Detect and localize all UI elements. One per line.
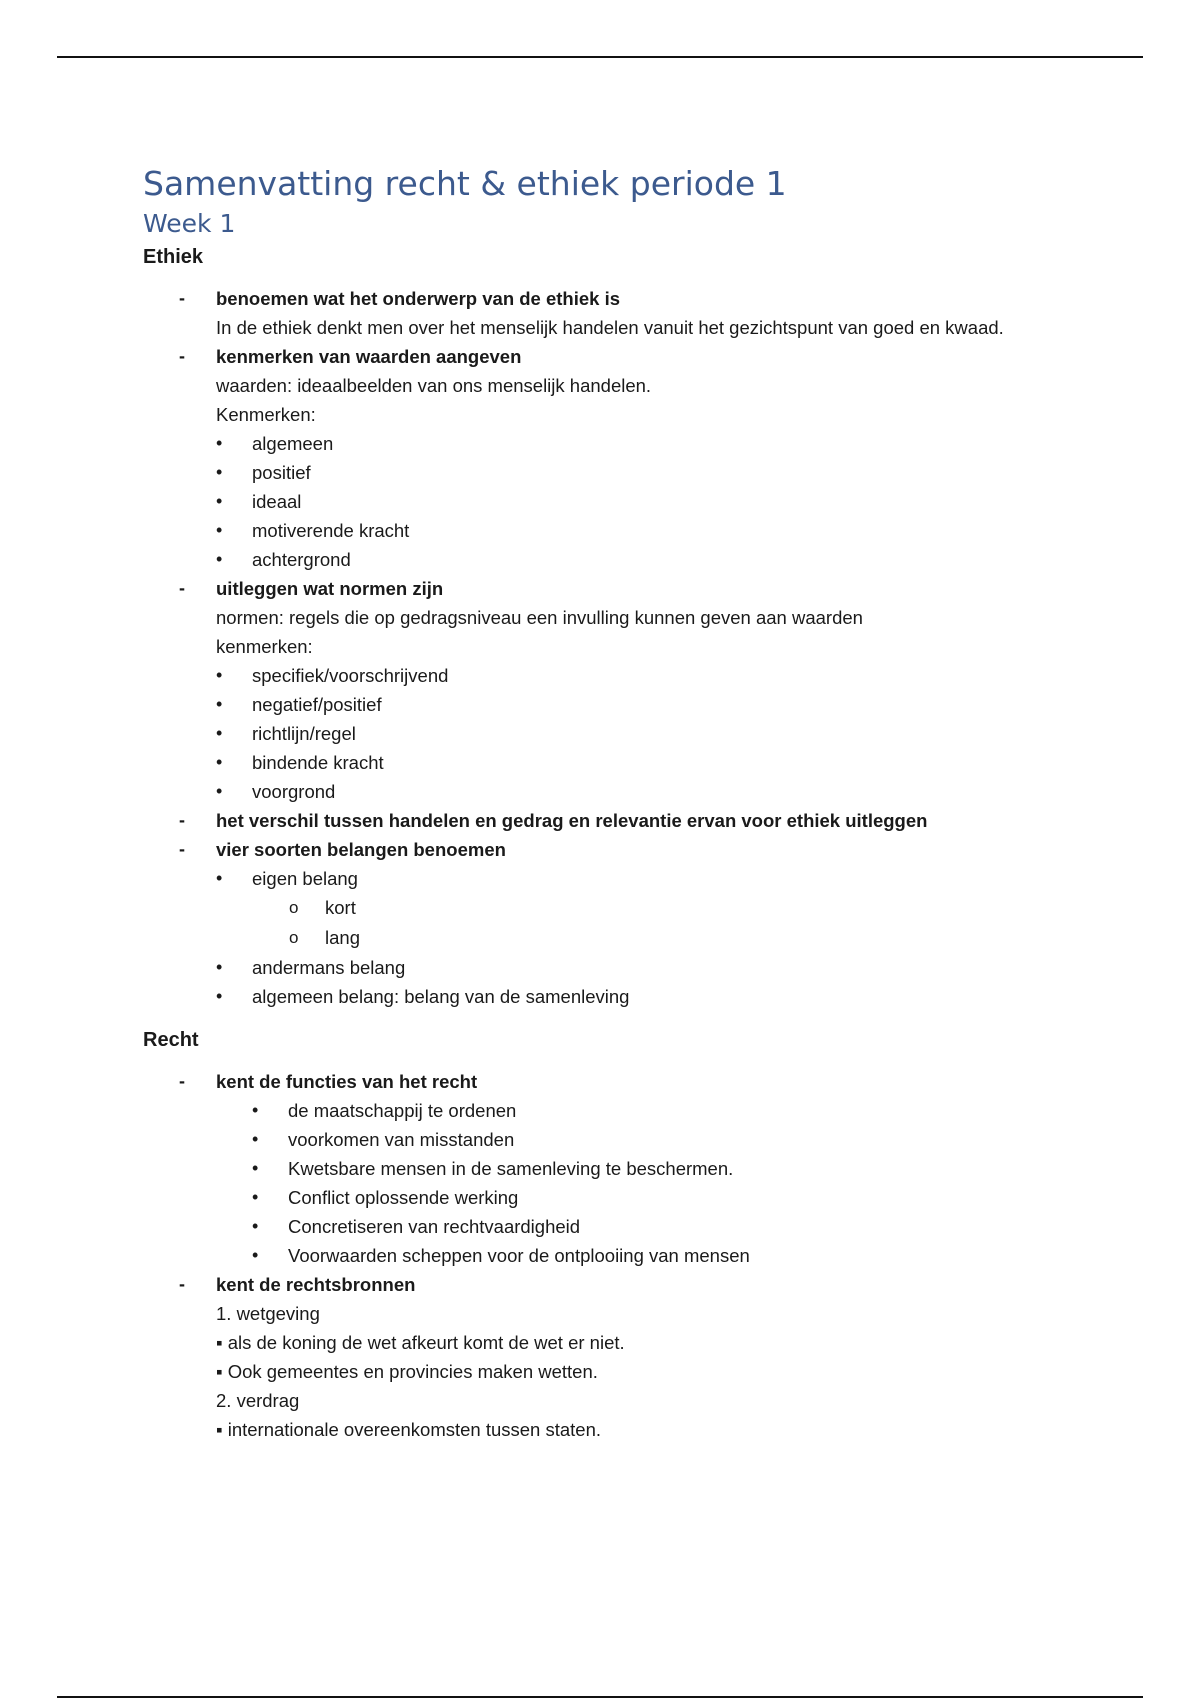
source-line: 1. wetgeving — [216, 1303, 320, 1324]
header-rule — [57, 56, 1143, 58]
list-item — [143, 806, 1103, 835]
source-line — [216, 1415, 1103, 1444]
bullet-text: voorkomen van misstanden — [288, 1129, 515, 1150]
sub-item — [216, 923, 1103, 953]
source-text: als de koning de wet afkeurt komt de wet er niet. — [227, 1332, 625, 1353]
answer-text: waarden: ideaalbeelden van ons menselijk handelen. — [216, 375, 652, 396]
sub-text: lang — [325, 927, 360, 948]
source-text: internationale overeenkomsten tussen staten. — [227, 1419, 602, 1440]
dash-marker: - — [179, 578, 185, 598]
bullet-item — [216, 982, 1103, 1011]
bullet-marker: • — [216, 781, 223, 801]
bullet-list — [216, 953, 1103, 1011]
question: benoemen wat het onderwerp van de ethiek is — [216, 288, 621, 309]
dash-marker: - — [179, 1071, 185, 1091]
bullet-item — [216, 545, 1103, 574]
bullet-text: Concretiseren van rechtvaardigheid — [288, 1216, 581, 1237]
list-item — [143, 835, 1103, 1011]
document-body — [143, 162, 1103, 1444]
bullet-item — [216, 1096, 1103, 1125]
bullet-item — [216, 1212, 1103, 1241]
bullet-marker: • — [216, 694, 223, 714]
bullet-text: Kwetsbare mensen in de samenleving te beschermen. — [288, 1158, 734, 1179]
bullet-marker: • — [216, 491, 223, 511]
dash-marker: - — [179, 288, 185, 308]
bullet-marker: • — [216, 957, 223, 977]
bullet-item — [216, 1125, 1103, 1154]
source-line: 2. verdrag — [216, 1390, 300, 1411]
bullet-marker: • — [252, 1187, 259, 1207]
bullet-text: algemeen belang: belang van de samenleving — [252, 986, 630, 1007]
bullet-text: richtlijn/regel — [252, 723, 356, 744]
answer-text: normen: regels die op gedragsniveau een invulling kunnen geven aan waarden — [216, 607, 863, 628]
answer-text: Kenmerken: — [216, 404, 316, 425]
bullet-marker: • — [216, 462, 223, 482]
square-marker: ▪ — [216, 1332, 223, 1353]
bullet-item — [216, 429, 1103, 458]
bullet-text: negatief/positief — [252, 694, 382, 715]
square-marker: ▪ — [216, 1419, 223, 1440]
bullet-item — [216, 719, 1103, 748]
bullet-item — [216, 487, 1103, 516]
section-heading-ethiek: Ethiek — [143, 246, 204, 268]
sub-item — [216, 893, 1103, 923]
sub-text: kort — [325, 897, 356, 918]
list-item — [143, 1067, 1103, 1270]
list-item — [143, 342, 1103, 574]
recht-list — [143, 1067, 1103, 1444]
answer-text: kenmerken: — [216, 636, 313, 657]
question: vier soorten belangen benoemen — [216, 839, 506, 860]
bullet-list — [216, 864, 1103, 893]
circle-marker: o — [289, 898, 299, 917]
section-heading-recht: Recht — [143, 1029, 199, 1051]
source-line — [216, 1357, 1103, 1386]
sub-list — [216, 893, 1103, 953]
bullet-item — [216, 458, 1103, 487]
question: uitleggen wat normen zijn — [216, 578, 444, 599]
bullet-text: bindende kracht — [252, 752, 384, 773]
bullet-item — [216, 516, 1103, 545]
bullet-text: motiverende kracht — [252, 520, 410, 541]
bullet-item — [216, 1154, 1103, 1183]
dash-marker: - — [179, 810, 185, 830]
bullet-marker: • — [216, 520, 223, 540]
bullet-marker: • — [216, 868, 223, 888]
source-text: Ook gemeentes en provincies maken wetten. — [227, 1361, 598, 1382]
bullet-text: Conflict oplossende werking — [288, 1187, 519, 1208]
source-line — [216, 1328, 1103, 1357]
bullet-item — [216, 690, 1103, 719]
question: kenmerken van waarden aangeven — [216, 346, 522, 367]
week-heading: Week 1 — [143, 209, 236, 238]
bullet-text: specifiek/voorschrijvend — [252, 665, 449, 686]
ethiek-list — [143, 284, 1103, 1011]
bullet-text: de maatschappij te ordenen — [288, 1100, 517, 1121]
dash-marker: - — [179, 1274, 185, 1294]
bullet-marker: • — [216, 752, 223, 772]
bullet-item — [216, 864, 1103, 893]
list-item — [143, 574, 1103, 806]
question: het verschil tussen handelen en gedrag en relevantie ervan voor ethiek uitleggen — [216, 810, 928, 831]
bullet-marker: • — [252, 1100, 259, 1120]
square-marker: ▪ — [216, 1361, 223, 1382]
bullet-list — [216, 429, 1103, 574]
dash-marker: - — [179, 346, 185, 366]
bullet-text: achtergrond — [252, 549, 351, 570]
bullet-text: algemeen — [252, 433, 334, 454]
bullet-item — [216, 661, 1103, 690]
bullet-marker: • — [216, 723, 223, 743]
bullet-text: ideaal — [252, 491, 302, 512]
list-item — [143, 284, 1103, 342]
bullet-text: andermans belang — [252, 957, 406, 978]
bullet-item — [216, 1183, 1103, 1212]
bullet-text: positief — [252, 462, 311, 483]
bullet-item — [216, 748, 1103, 777]
bullet-list — [216, 661, 1103, 806]
bullet-marker: • — [252, 1158, 259, 1178]
bullet-marker: • — [252, 1129, 259, 1149]
bullet-text: voorgrond — [252, 781, 336, 802]
list-item — [143, 1270, 1103, 1444]
bullet-marker: • — [216, 549, 223, 569]
dash-marker: - — [179, 839, 185, 859]
document-title: Samenvatting recht & ethiek periode 1 — [143, 164, 787, 203]
bullet-marker: • — [216, 986, 223, 1006]
bullet-marker: • — [216, 433, 223, 453]
question: kent de rechtsbronnen — [216, 1274, 416, 1295]
bullet-item — [216, 953, 1103, 982]
circle-marker: o — [289, 928, 299, 947]
bullet-text: eigen belang — [252, 868, 358, 889]
bullet-marker: • — [252, 1216, 259, 1236]
question: kent de functies van het recht — [216, 1071, 478, 1092]
bullet-text: Voorwaarden scheppen voor de ontplooiing van mensen — [288, 1245, 750, 1266]
bullet-marker: • — [252, 1245, 259, 1265]
bullet-marker: • — [216, 665, 223, 685]
bullet-item — [216, 777, 1103, 806]
answer-text: In de ethiek denkt men over het menselijk handelen vanuit het gezichtspunt van goed en kwaad. — [216, 317, 1004, 338]
bullet-item — [216, 1241, 1103, 1270]
bullet-list — [216, 1096, 1103, 1270]
footer-rule — [57, 1696, 1143, 1698]
